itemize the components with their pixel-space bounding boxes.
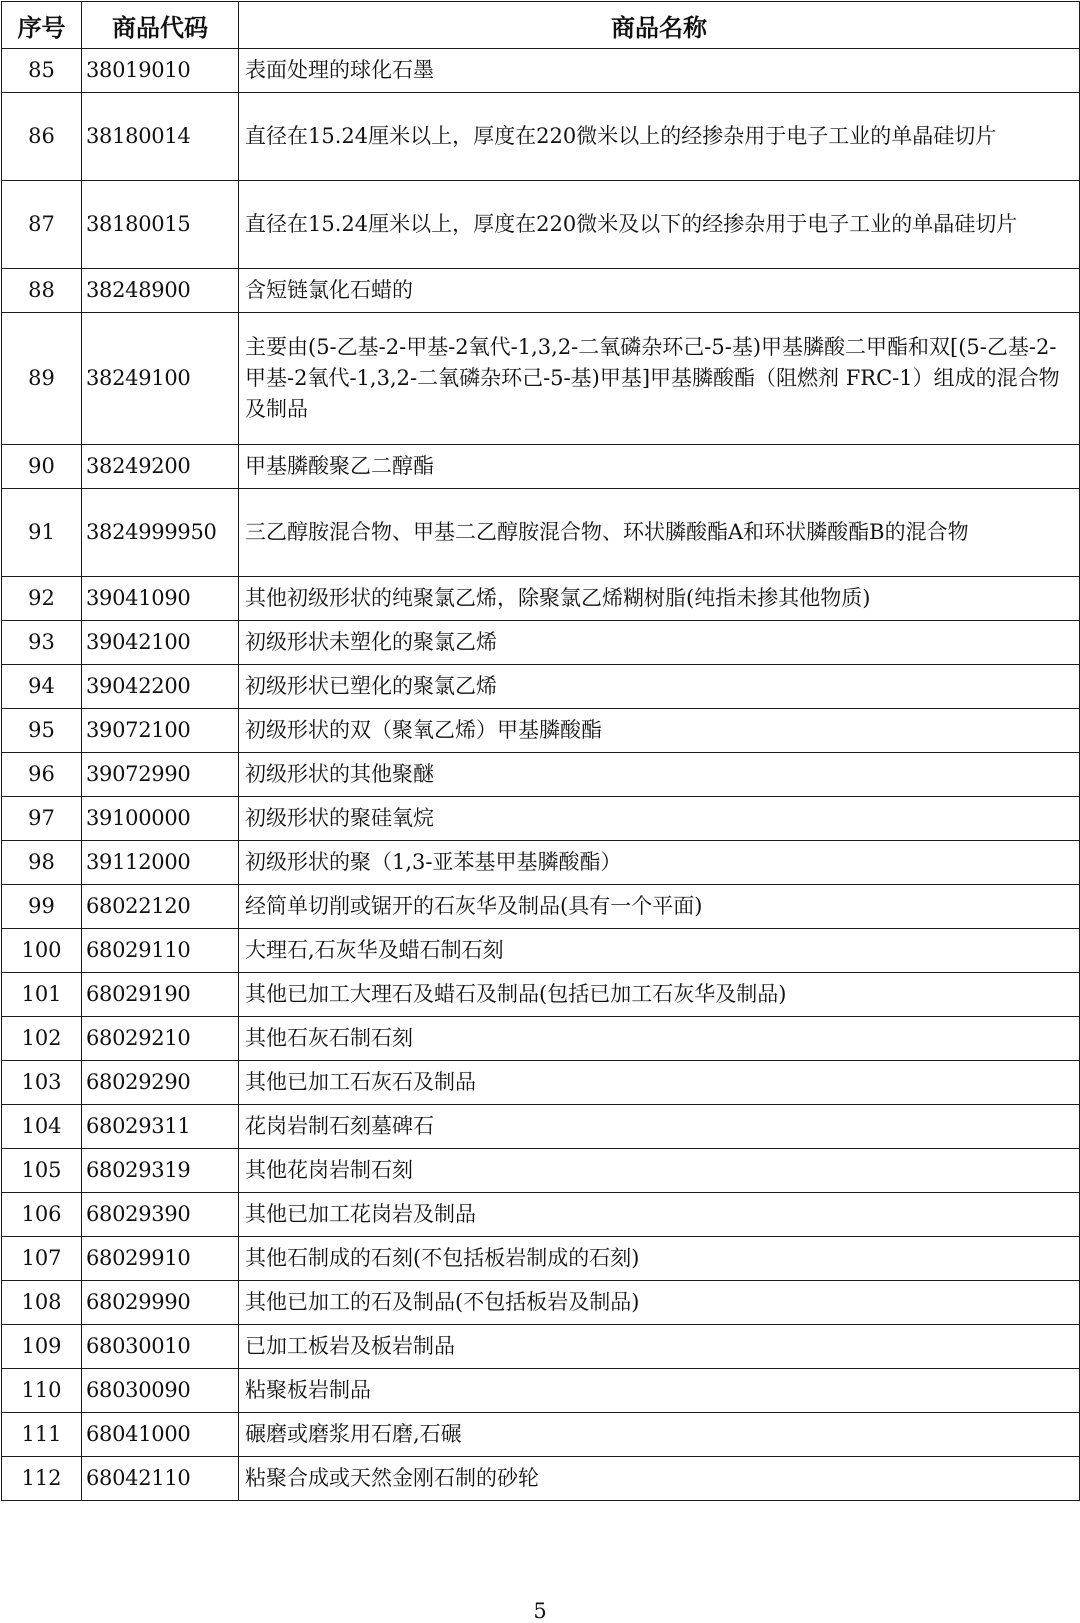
- cell-name: 大理石,石灰华及蜡石制石刻: [239, 929, 1080, 973]
- cell-code: 68030090: [82, 1369, 239, 1413]
- table-row: [2, 1105, 1080, 1149]
- cell-code: 38180015: [82, 181, 239, 269]
- table-row: [2, 973, 1080, 1017]
- cell-name: 已加工板岩及板岩制品: [239, 1325, 1080, 1369]
- table-row: [2, 929, 1080, 973]
- cell-code: 38180014: [82, 93, 239, 181]
- header-name: 商品名称: [239, 2, 1080, 49]
- table-row: [2, 1061, 1080, 1105]
- cell-name: 初级形状的聚（1,3-亚苯基甲基膦酸酯）: [239, 841, 1080, 885]
- cell-seq: 112: [2, 1457, 82, 1501]
- cell-code: 68029210: [82, 1017, 239, 1061]
- table-row: [2, 49, 1080, 93]
- cell-name: 其他石制成的石刻(不包括板岩制成的石刻): [239, 1237, 1080, 1281]
- table-row: [2, 709, 1080, 753]
- cell-name: 经简单切削或锯开的石灰华及制品(具有一个平面): [239, 885, 1080, 929]
- cell-code: 68029990: [82, 1281, 239, 1325]
- cell-name: 粘聚合成或天然金刚石制的砂轮: [239, 1457, 1080, 1501]
- cell-name: 含短链氯化石蜡的: [239, 269, 1080, 313]
- cell-code: 3824999950: [82, 489, 239, 577]
- cell-name: 初级形状的双（聚氧乙烯）甲基膦酸酯: [239, 709, 1080, 753]
- table-row: [2, 1193, 1080, 1237]
- cell-code: 68029110: [82, 929, 239, 973]
- cell-seq: 96: [2, 753, 82, 797]
- cell-name: 其他初级形状的纯聚氯乙烯，除聚氯乙烯糊树脂(纯指未掺其他物质): [239, 577, 1080, 621]
- cell-code: 39072990: [82, 753, 239, 797]
- table-row: [2, 489, 1080, 577]
- cell-code: 39100000: [82, 797, 239, 841]
- table-row: [2, 445, 1080, 489]
- cell-seq: 85: [2, 49, 82, 93]
- cell-seq: 93: [2, 621, 82, 665]
- cell-seq: 105: [2, 1149, 82, 1193]
- cell-name: 粘聚板岩制品: [239, 1369, 1080, 1413]
- cell-code: 39042200: [82, 665, 239, 709]
- table-row: [2, 269, 1080, 313]
- cell-code: 68029910: [82, 1237, 239, 1281]
- cell-code: 68041000: [82, 1413, 239, 1457]
- cell-name: 碾磨或磨浆用石磨,石碾: [239, 1413, 1080, 1457]
- cell-code: 39042100: [82, 621, 239, 665]
- cell-seq: 89: [2, 313, 82, 445]
- table-row: [2, 621, 1080, 665]
- cell-name: 初级形状的其他聚醚: [239, 753, 1080, 797]
- cell-name: 甲基膦酸聚乙二醇酯: [239, 445, 1080, 489]
- table-header: [2, 2, 1080, 49]
- cell-seq: 104: [2, 1105, 82, 1149]
- cell-seq: 92: [2, 577, 82, 621]
- table-row: [2, 313, 1080, 445]
- table-row: [2, 1325, 1080, 1369]
- cell-name: 初级形状已塑化的聚氯乙烯: [239, 665, 1080, 709]
- cell-seq: 106: [2, 1193, 82, 1237]
- table-row: [2, 1369, 1080, 1413]
- cell-name: 其他花岗岩制石刻: [239, 1149, 1080, 1193]
- cell-name: 直径在15.24厘米以上，厚度在220微米以上的经掺杂用于电子工业的单晶硅切片: [239, 93, 1080, 181]
- page-number: 5: [533, 1599, 547, 1623]
- cell-name: 其他已加工石灰石及制品: [239, 1061, 1080, 1105]
- cell-code: 38249100: [82, 313, 239, 445]
- table-row: [2, 1413, 1080, 1457]
- cell-code: 39112000: [82, 841, 239, 885]
- table-row: [2, 665, 1080, 709]
- table-row: [2, 1237, 1080, 1281]
- cell-seq: 91: [2, 489, 82, 577]
- cell-seq: 87: [2, 181, 82, 269]
- cell-seq: 94: [2, 665, 82, 709]
- cell-code: 68029311: [82, 1105, 239, 1149]
- cell-seq: 109: [2, 1325, 82, 1369]
- cell-seq: 99: [2, 885, 82, 929]
- table-row: [2, 1457, 1080, 1501]
- cell-seq: 110: [2, 1369, 82, 1413]
- cell-seq: 107: [2, 1237, 82, 1281]
- cell-name: 其他石灰石制石刻: [239, 1017, 1080, 1061]
- cell-code: 68042110: [82, 1457, 239, 1501]
- cell-code: 38019010: [82, 49, 239, 93]
- cell-name: 初级形状的聚硅氧烷: [239, 797, 1080, 841]
- table-row: [2, 1017, 1080, 1061]
- table-row: [2, 1281, 1080, 1325]
- cell-name: 初级形状未塑化的聚氯乙烯: [239, 621, 1080, 665]
- cell-name: 主要由(5-乙基-2-甲基-2氧代-1,3,2-二氧磷杂环己-5-基)甲基膦酸二甲酯和双[(5-乙基-2-甲基-2氧代-1,3,2-二氧磷杂环己-5-基)甲基]甲基膦酸酯（阻燃剂 FRC-1）组成的混合物及制品: [239, 313, 1080, 445]
- table-row: [2, 753, 1080, 797]
- table-row: [2, 181, 1080, 269]
- cell-code: 39041090: [82, 577, 239, 621]
- table-row: [2, 797, 1080, 841]
- table-row: [2, 841, 1080, 885]
- cell-name: 表面处理的球化石墨: [239, 49, 1080, 93]
- cell-code: 68029319: [82, 1149, 239, 1193]
- cell-seq: 95: [2, 709, 82, 753]
- table-row: [2, 885, 1080, 929]
- table-row: [2, 577, 1080, 621]
- cell-name: 三乙醇胺混合物、甲基二乙醇胺混合物、环状膦酸酯A和环状膦酸酯B的混合物: [239, 489, 1080, 577]
- cell-code: 68022120: [82, 885, 239, 929]
- cell-name: 其他已加工的石及制品(不包括板岩及制品): [239, 1281, 1080, 1325]
- cell-code: 38248900: [82, 269, 239, 313]
- goods-table: [1, 1, 1080, 1501]
- header-code: 商品代码: [82, 2, 239, 49]
- cell-code: 68029190: [82, 973, 239, 1017]
- cell-code: 38249200: [82, 445, 239, 489]
- cell-code: 39072100: [82, 709, 239, 753]
- cell-seq: 100: [2, 929, 82, 973]
- header-seq: 序号: [2, 2, 82, 49]
- cell-seq: 102: [2, 1017, 82, 1061]
- cell-code: 68029390: [82, 1193, 239, 1237]
- cell-name: 其他已加工花岗岩及制品: [239, 1193, 1080, 1237]
- cell-name: 其他已加工大理石及蜡石及制品(包括已加工石灰华及制品): [239, 973, 1080, 1017]
- cell-seq: 111: [2, 1413, 82, 1457]
- cell-seq: 108: [2, 1281, 82, 1325]
- cell-seq: 90: [2, 445, 82, 489]
- cell-name: 直径在15.24厘米以上，厚度在220微米及以下的经掺杂用于电子工业的单晶硅切片: [239, 181, 1080, 269]
- table-body: [2, 49, 1080, 1501]
- cell-code: 68030010: [82, 1325, 239, 1369]
- header-row: [2, 2, 1080, 49]
- table-row: [2, 93, 1080, 181]
- cell-code: 68029290: [82, 1061, 239, 1105]
- table-row: [2, 1149, 1080, 1193]
- cell-seq: 86: [2, 93, 82, 181]
- cell-seq: 97: [2, 797, 82, 841]
- cell-seq: 98: [2, 841, 82, 885]
- cell-seq: 101: [2, 973, 82, 1017]
- cell-name: 花岗岩制石刻墓碑石: [239, 1105, 1080, 1149]
- cell-seq: 88: [2, 269, 82, 313]
- cell-seq: 103: [2, 1061, 82, 1105]
